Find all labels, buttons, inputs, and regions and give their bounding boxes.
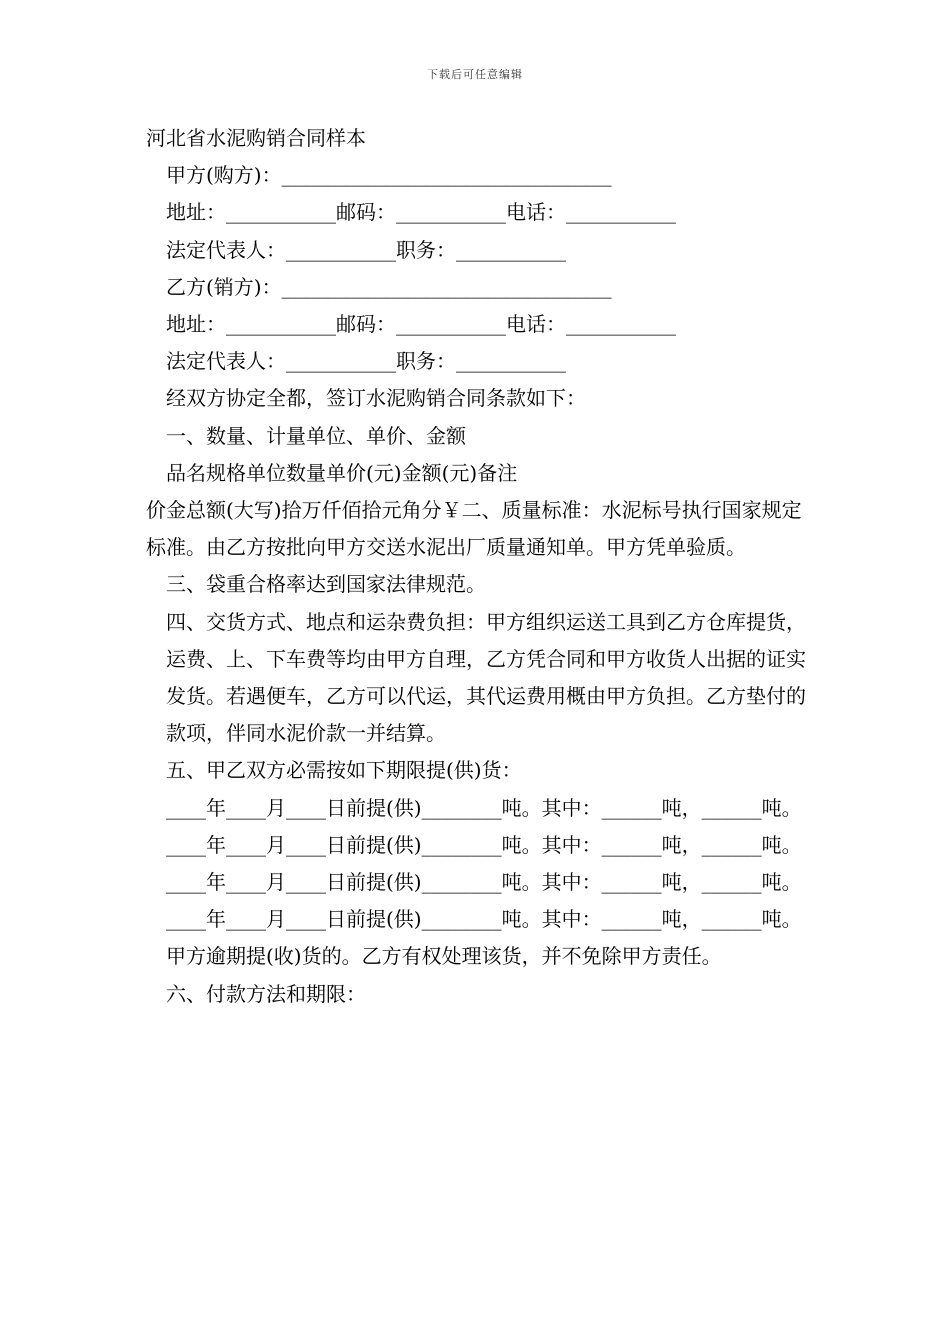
document-title: 河北省水泥购销合同样本 xyxy=(146,126,366,150)
section-5-heading: 五、甲乙双方必需按如下期限提(供)货： xyxy=(166,758,522,783)
party-b-representative-line: 法定代表人：___________职务：___________ xyxy=(166,349,566,374)
party-a-contact-line: 地址：___________邮码：___________电话：___________ xyxy=(166,200,676,225)
contract-document xyxy=(146,120,814,1013)
section-1-heading: 一、数量、计量单位、单价、金额 xyxy=(166,423,466,448)
page-header-note: 下载后可任意编辑 xyxy=(427,68,523,81)
delivery-row: ____年____月____日前提(供)________吨。其中：______吨，______吨。 xyxy=(166,832,802,857)
section-2-paragraph: 价金总额(大写)拾万仟佰拾元角分￥二、质量标准：水泥标号执行国家规定标准。由乙方按批向甲方交送水泥出厂质量通知单。甲方凭单验质。 xyxy=(146,498,802,560)
party-b-name-line: 乙方(销方)：_________________________________ xyxy=(166,274,612,299)
section-3-paragraph: 三、袋重合格率达到国家法律规范。 xyxy=(166,572,486,597)
party-a-name-line: 甲方(购方)：_________________________________ xyxy=(166,163,612,188)
intro-paragraph: 经双方协定全都，签订水泥购销合同条款如下： xyxy=(166,386,586,411)
delivery-row: ____年____月____日前提(供)________吨。其中：______吨，______吨。 xyxy=(166,870,802,895)
section-6-heading: 六、付款方法和期限： xyxy=(166,981,366,1006)
section-4-paragraph: 四、交货方式、地点和运杂费负担：甲方组织运送工具到乙方仓库提货，运费、上、下车费等均由甲方自理，乙方凭合同和甲方收货人出据的证实发货。若遇便车，乙方可以代运，其代运费用概由甲方负担。乙方垫付的款项，伴同水泥价款一并结算。 xyxy=(166,609,806,746)
delivery-row: ____年____月____日前提(供)________吨。其中：______吨，______吨。 xyxy=(166,795,802,820)
party-b-contact-line: 地址：___________邮码：___________电话：___________ xyxy=(166,312,676,337)
section-1-columns: 品名规格单位数量单价(元)金额(元)备注 xyxy=(166,460,518,485)
party-a-representative-line: 法定代表人：___________职务：___________ xyxy=(166,237,566,262)
overdue-paragraph: 甲方逾期提(收)货的。乙方有权处理该货，并不免除甲方责任。 xyxy=(166,944,722,969)
delivery-row: ____年____月____日前提(供)________吨。其中：______吨，______吨。 xyxy=(166,907,802,932)
